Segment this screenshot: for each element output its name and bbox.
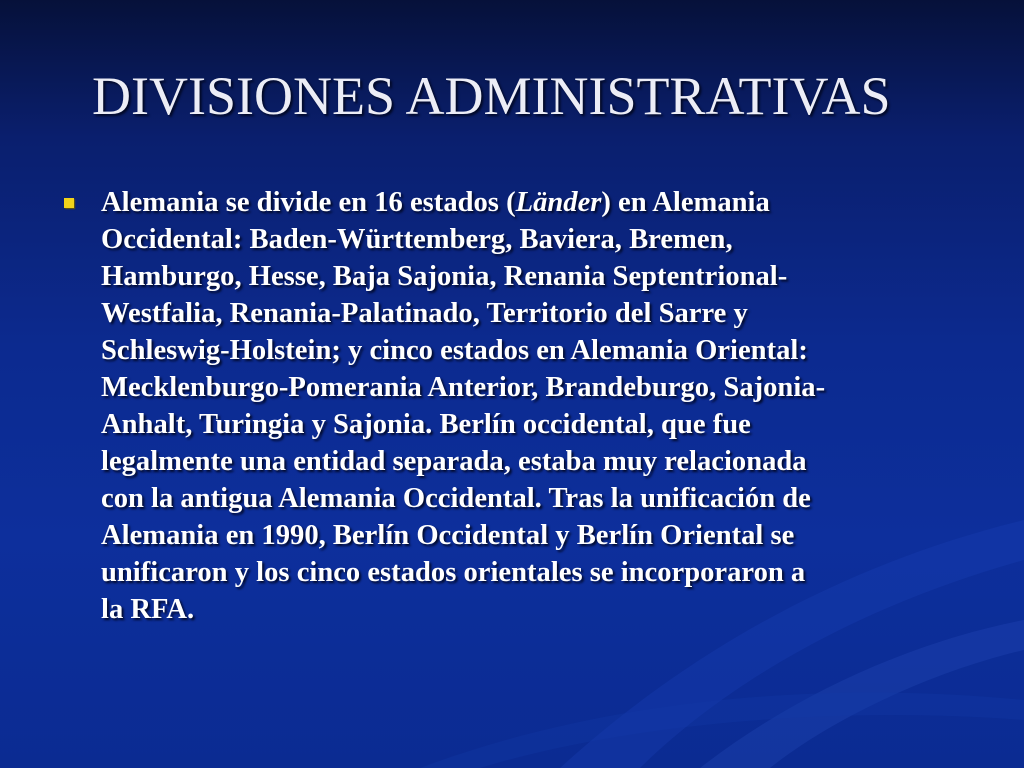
body-line-10: Alemania en 1990, Berlín Occidental y Berlín Oriental se (101, 520, 795, 551)
body-line-3: Hamburgo, Hesse, Baja Sajonia, Renania Septentrional- (101, 261, 788, 292)
body-line-11: unificaron y los cinco estados orientales se incorporaron a (101, 557, 806, 588)
body-line-1: Alemania se divide en 16 estados (Länder) en Alemania (101, 187, 770, 218)
square-bullet-icon (64, 198, 74, 208)
body-line-2: Occidental: Baden-Württemberg, Baviera, Bremen, (101, 224, 733, 255)
bullet-item (60, 184, 960, 628)
body-line-6: Mecklenburgo-Pomerania Anterior, Brandeburgo, Sajonia- (101, 372, 826, 403)
italic-term: Länder (515, 187, 602, 218)
slide-title: DIVISIONES ADMINISTRATIVAS (92, 66, 891, 126)
body-line-7: Anhalt, Turingia y Sajonia. Berlín occidental, que fue (101, 409, 751, 440)
body-line-8: legalmente una entidad separada, estaba muy relacionada (101, 446, 807, 477)
body-line-12: la RFA. (101, 594, 195, 625)
bullet-paragraph (101, 184, 961, 628)
body-line-5: Schleswig-Holstein; y cinco estados en Alemania Oriental: (101, 335, 808, 366)
slide-content (60, 184, 960, 628)
body-line-4: Westfalia, Renania-Palatinado, Territorio del Sarre y (101, 298, 748, 329)
body-line-9: con la antigua Alemania Occidental. Tras la unificación de (101, 483, 811, 514)
